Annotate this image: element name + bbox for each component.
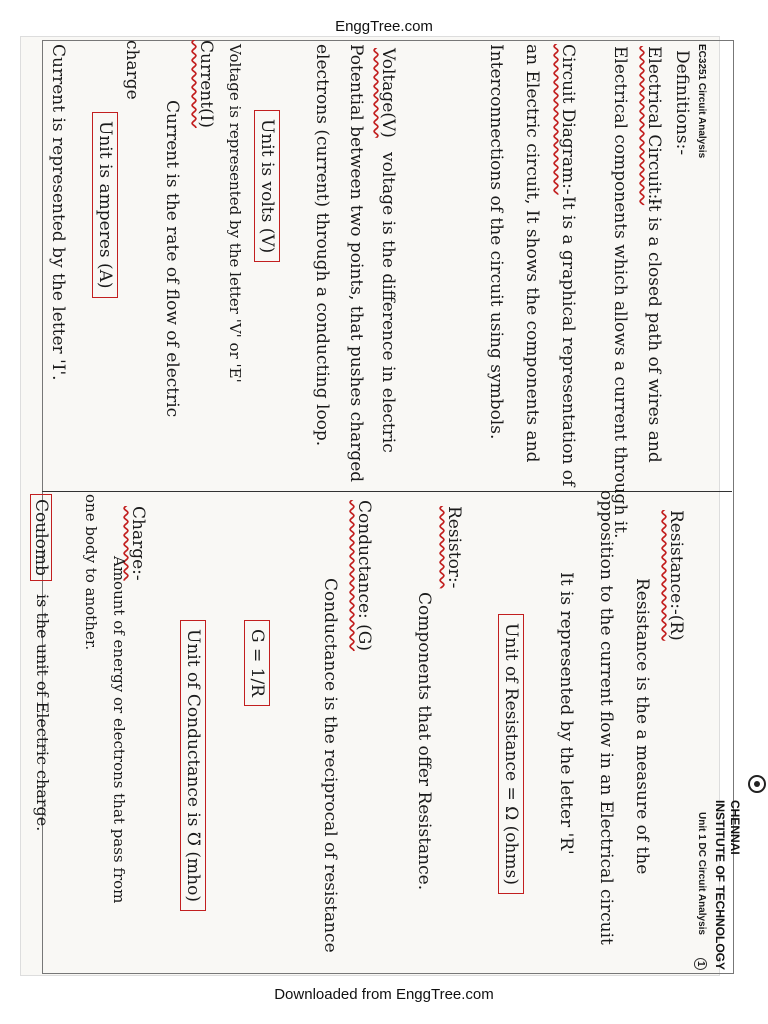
- conductance-heading: Conductance: (G): [354, 500, 374, 652]
- current-heading: Current(I): [196, 40, 216, 129]
- current-text-2: charge: [122, 40, 142, 100]
- resistor-heading: Resistor:-: [444, 506, 464, 589]
- charge-text-3: is the unit of Electric charge.: [33, 594, 52, 832]
- course-title: EC3251 Circuit Analysis: [696, 44, 707, 159]
- resistor-text-1: Components that offer Resistance.: [414, 592, 434, 891]
- logo-line-2: INSTITUTE OF TECHNOLOGY: [713, 800, 727, 970]
- conductance-formula-box: G = 1/R: [244, 620, 270, 706]
- voltage-symbol-text: Voltage is represented by the letter 'V' or 'E': [226, 44, 244, 383]
- definitions-heading: Definitions:-: [672, 50, 692, 156]
- resistance-text-1: Resistance is the a measure of the: [632, 578, 652, 875]
- current-symbol-text: Current is represented by the letter 'I'.: [48, 44, 68, 381]
- header-site: EnggTree.com: [335, 18, 433, 35]
- circuit-diagram-heading: Circuit Diagram:-: [558, 44, 578, 195]
- voltage-text-2: Potential between two points, that pushes charged: [346, 44, 366, 483]
- charge-text-2: one body to another.: [82, 494, 100, 651]
- current-text-1: Current is the rate of flow of electric: [162, 100, 182, 418]
- voltage-heading: Voltage(V): [378, 48, 398, 138]
- circuit-diagram-text-1: It is a graphical representation of: [558, 196, 578, 487]
- charge-heading: Charge:-: [128, 506, 148, 581]
- charge-unit-word-box: Coulomb: [30, 494, 52, 581]
- footer-text: Downloaded from EnggTree.com: [274, 986, 494, 1003]
- conductance-unit-box: Unit of Conductance is ℧ (mho): [180, 620, 206, 911]
- voltage-unit-box: Unit is volts (V): [254, 110, 280, 262]
- resistance-unit-box: Unit of Resistance = Ω (ohms): [498, 614, 524, 894]
- logo-line-1: CHENNAI: [728, 800, 742, 855]
- voltage-text-3: electrons (current) through a conducting loop.: [312, 44, 332, 447]
- institute-logo-icon: [747, 774, 767, 794]
- electrical-circuit-text-1: It is a closed path of wires and: [644, 198, 664, 463]
- unit-title: Unit 1 DC Circuit Analysis: [696, 812, 707, 935]
- electrical-circuit-text-2: Electrical components which allows a current through it.: [610, 46, 630, 539]
- electrical-circuit-heading: Electrical Circuit:-: [644, 46, 664, 206]
- circuit-diagram-text-3: Interconnections of the circuit using symbols.: [486, 44, 506, 440]
- resistance-heading: Resistance:-(R): [666, 510, 686, 641]
- page-number: 1: [694, 958, 707, 970]
- current-unit-box: Unit is amperes (A): [92, 112, 118, 298]
- circuit-diagram-text-2: an Electric circuit, It shows the components and: [522, 44, 542, 463]
- resistance-text-2: opposition to the current flow in an Electrical circuit: [596, 490, 616, 945]
- voltage-text-1: voltage is the difference in electric: [378, 152, 398, 453]
- charge-text-1: Amount of energy or electrons that pass from: [110, 556, 128, 904]
- conductance-text-1: Conductance is the reciprocal of resistance: [320, 578, 340, 953]
- resistance-text-3: It is represented by the letter 'R': [556, 572, 576, 855]
